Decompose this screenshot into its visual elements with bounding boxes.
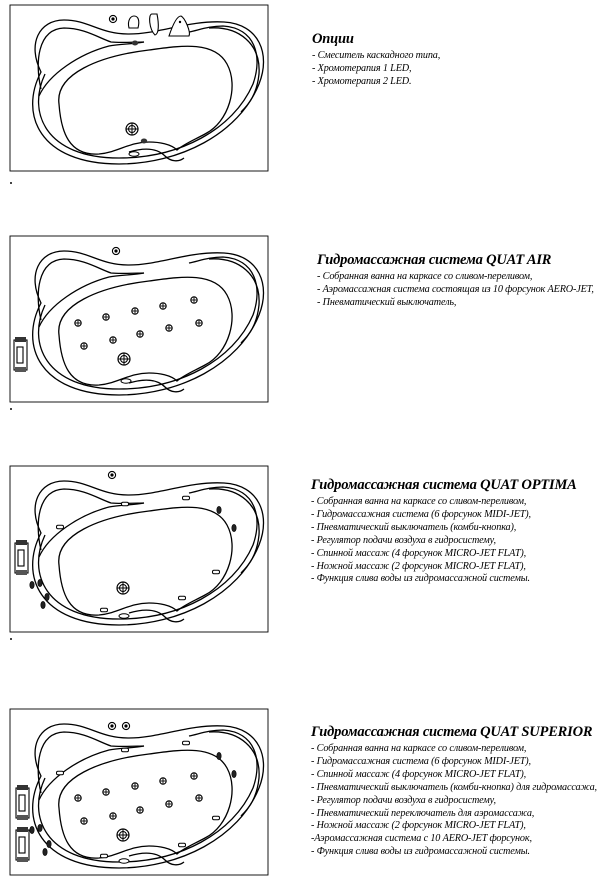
list-item: - Аэромассажная система состоящая из 10 форсунок AERO-JET, — [317, 283, 594, 295]
list-item: - Хромотерапия 1 LED, — [312, 62, 412, 74]
drain-icon — [126, 123, 138, 135]
drain-icon — [117, 582, 129, 594]
midi-jets — [57, 496, 220, 612]
aero-jets — [75, 297, 202, 349]
foot-massage-jets — [43, 840, 51, 855]
options-text — [312, 31, 440, 89]
page-mark — [10, 408, 12, 410]
bathtub-drawing-quat-air — [9, 235, 271, 410]
list-item: - Собранная ванна на каркасе со сливом-переливом, — [311, 743, 527, 754]
list-item: - Функция слива воды из гидромассажной системы. — [311, 573, 530, 585]
section-options — [0, 0, 607, 225]
air-switch-icon — [108, 471, 115, 478]
section-quat-superior — [0, 700, 607, 881]
bathtub-drawing-options — [9, 4, 271, 179]
pump-icon — [15, 540, 28, 575]
page-mark — [10, 182, 12, 184]
list-item: - Собранная ванна на каркасе со сливом-переливом, — [311, 496, 527, 507]
quat-air-text — [317, 252, 594, 310]
overflow-icon — [121, 379, 131, 383]
list-item: - Пневматический выключатель, — [317, 296, 457, 308]
list-item: - Пневматический выключатель (комби-кнопка) для гидромассажа, — [311, 781, 597, 793]
drain-icon — [118, 353, 130, 365]
pump-icon — [16, 785, 29, 820]
list-item: - Регулятор подачи воздуха в гидросистему, — [311, 534, 496, 546]
list-item: - Смеситель каскадного типа, — [312, 50, 441, 61]
list-item: - Ножной массаж (2 форсунок MICRO-JET FLAT), — [311, 560, 526, 572]
drain-icon — [117, 829, 129, 841]
feature-list — [312, 50, 440, 89]
list-item: - Гидромассажная система (6 форсунок MIDI-JET), — [311, 508, 531, 520]
section-quat-optima — [0, 455, 607, 695]
overflow-icon — [129, 152, 139, 156]
overflow-icon — [119, 614, 129, 618]
list-item: - Спинной массаж (4 форсунок MICRO-JET FLAT), — [311, 547, 527, 559]
bathtub-drawing-quat-superior — [9, 708, 271, 883]
list-item: - Пневматический выключатель (комби-кнопка), — [311, 521, 517, 533]
page-mark — [10, 638, 12, 640]
list-item: - Функция слива воды из гидромассажной системы. — [311, 846, 530, 858]
blower-icon — [16, 827, 29, 862]
led-light-icon — [141, 139, 147, 144]
section-title: Гидромассажная система QUAT AIR — [317, 252, 552, 268]
section-title: Гидромассажная система QUAT OPTIMA — [311, 477, 577, 493]
section-quat-air — [0, 230, 607, 450]
air-switch-icon — [112, 247, 119, 254]
list-item: -Аэромассажная система с 10 AERO-JET форсунок, — [311, 833, 532, 845]
list-item: - Собранная ванна на каркасе со сливом-переливом, — [317, 271, 533, 282]
quat-superior-text — [311, 724, 597, 859]
quat-optima-text — [311, 477, 577, 586]
air-switch-icon — [108, 722, 115, 729]
section-title: Опции — [312, 31, 354, 47]
list-item: - Гидромассажная система (6 форсунок MIDI-JET), — [311, 755, 531, 767]
list-item: - Пневматический переключатель для аэромассажа, — [311, 807, 535, 819]
aero-jets — [75, 773, 202, 824]
bathtub-drawing-quat-optima — [9, 465, 271, 640]
feature-list — [311, 743, 597, 859]
overflow-icon — [119, 859, 129, 863]
blower-icon — [14, 337, 27, 372]
feature-list — [311, 496, 577, 586]
list-item: - Ножной массаж (2 форсунок MICRO-JET FLAT), — [311, 820, 526, 832]
list-item: - Спинной массаж (4 форсунок MICRO-JET FLAT), — [311, 768, 527, 780]
aero-switch-icon — [122, 722, 129, 729]
list-item: - Хромотерапия 2 LED. — [312, 75, 412, 87]
list-item: - Регулятор подачи воздуха в гидросистему, — [311, 794, 496, 806]
section-title: Гидромассажная система QUAT SUPERIOR — [311, 724, 593, 740]
led-light-icon — [132, 41, 138, 46]
feature-list — [317, 271, 594, 310]
